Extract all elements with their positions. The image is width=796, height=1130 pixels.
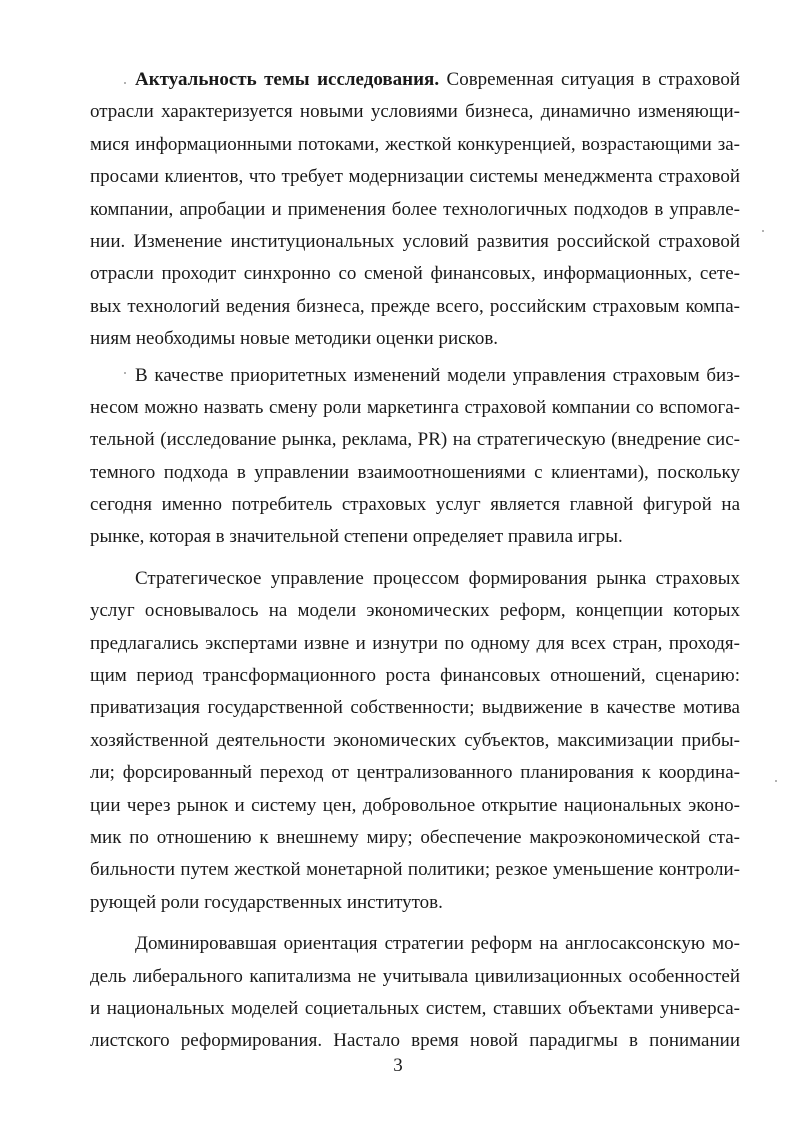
text-line: отрасли проходит синхронно со сменой финансовых, информационных, сете- (90, 263, 740, 285)
paragraph-relevance (90, 64, 740, 356)
text-line: отрасли характеризуется новыми условиями бизнеса, динамично изменяющи- (90, 101, 740, 123)
text-line: и национальных моделей социетальных систем, ставших объектами универса- (90, 997, 740, 1019)
text-line: В качестве приоритетных изменений модели управления страховым биз- (135, 364, 740, 386)
text-line: хозяйственной деятельности экономических субъектов, максимизации прибы- (90, 729, 740, 751)
text-line: вых технологий ведения бизнеса, прежде всего, российским страховым компа- (90, 295, 740, 317)
scan-speck (124, 372, 126, 374)
text-line: мик по отношению к внешнему миру; обеспечение макроэкономической ста- (90, 826, 740, 848)
text-line: услуг основывалось на модели экономических реформ, концепции которых (90, 600, 740, 622)
text-line: тельной (исследование рынка, реклама, PR) на стратегическую (внедрение сис- (90, 429, 740, 451)
text-line: компании, апробации и применения более технологичных подходов в управле- (90, 198, 740, 220)
paragraph-dominant-orientation (90, 928, 740, 1058)
text-line: Стратегическое управление процессом формирования рынка страховых (135, 567, 740, 589)
text-line: дель либерального капитализма не учитывала цивилизационных особенностей (90, 965, 740, 987)
text-line (90, 64, 740, 96)
text-line: ли; форсированный переход от централизованного планирования к координа- (90, 762, 740, 784)
text-line: рынке, которая в значительной степени определяет правила игры. (90, 526, 623, 548)
text-line: ции через рынок и систему цен, добровольное открытие национальных эконо- (90, 794, 740, 816)
text-line: бильности путем жесткой монетарной политики; резкое уменьшение контроли- (90, 859, 740, 881)
scan-speck (762, 230, 764, 232)
text-line: темного подхода в управлении взаимоотношениями с клиентами), поскольку (90, 461, 740, 483)
scan-speck (124, 82, 126, 84)
scan-speck (775, 780, 777, 782)
page-number: 3 (393, 1055, 403, 1076)
text-line: предлагались экспертами извне и изнутри по одному для всех стран, проходя- (90, 632, 740, 654)
text-line: Доминировавшая ориентация стратегии реформ на англосаксонскую мо- (135, 933, 740, 955)
paragraph-strategic-management (90, 563, 740, 919)
text-line: листского реформирования. Настало время новой парадигмы в понимании (90, 1030, 740, 1052)
text-line: щим период трансформационного роста финансовых отношений, сценарию: (90, 665, 740, 687)
text-line: приватизация государственной собственности; выдвижение в качестве мотива (90, 697, 740, 719)
text-line: сегодня именно потребитель страховых услуг является главной фигурой на (90, 494, 740, 516)
text-line: рующей роли государственных институтов. (90, 891, 443, 913)
text-line: нии. Изменение институциональных условий развития российской страховой (90, 230, 740, 252)
section-heading: Актуальность темы исследования. (135, 69, 440, 90)
text-line-content: Современная ситуация в страховой (439, 69, 740, 90)
paragraph-priorities (90, 360, 740, 554)
text-line: просами клиентов, что требует модернизации системы менеджмента страховой (90, 166, 740, 188)
text-line: мися информационными потоками, жесткой конкуренцией, возрастающими за- (90, 133, 740, 155)
text-line: ниям необходимы новые методики оценки рисков. (90, 328, 499, 350)
body-text (90, 64, 740, 1058)
text-line: несом можно назвать смену роли маркетинга страховой компании со вспомога- (90, 396, 740, 418)
